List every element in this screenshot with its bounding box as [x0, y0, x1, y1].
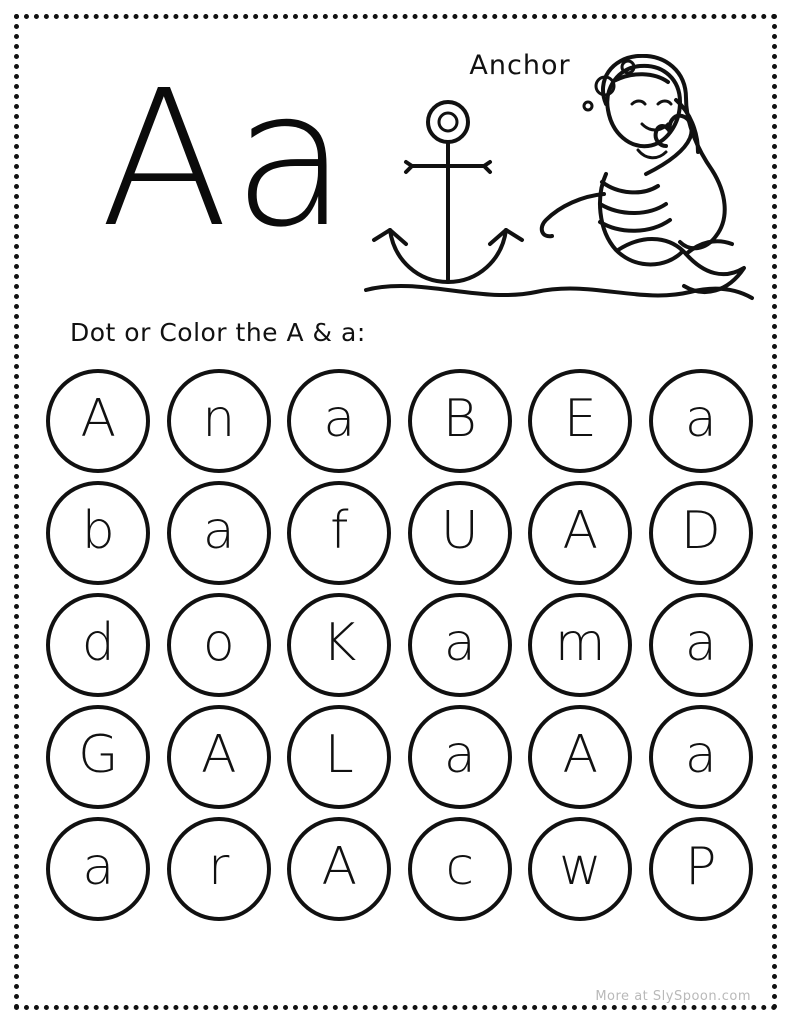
- letter-bubble[interactable]: [408, 817, 512, 921]
- bubble-letter: B: [442, 389, 477, 449]
- letter-bubble[interactable]: [528, 481, 632, 585]
- bubble-letter: n: [202, 389, 236, 449]
- word-title: Anchor: [469, 50, 571, 81]
- bubble-letter: A: [562, 501, 599, 561]
- letter-bubble[interactable]: [408, 593, 512, 697]
- header-illustration: [360, 54, 760, 314]
- bubble-letter: c: [445, 837, 475, 897]
- letter-bubble[interactable]: [408, 705, 512, 809]
- bubble-letter: b: [81, 501, 115, 561]
- bubble-letter: D: [680, 501, 721, 561]
- letter-bubble[interactable]: [649, 817, 753, 921]
- worksheet-content: [30, 24, 761, 1004]
- letter-bubble-grid: [38, 365, 761, 925]
- bubble-letter: a: [443, 613, 476, 673]
- bubble-letter: E: [563, 389, 597, 449]
- letter-bubble[interactable]: [46, 369, 150, 473]
- letter-bubble[interactable]: [167, 593, 271, 697]
- letter-bubble[interactable]: [287, 705, 391, 809]
- letter-bubble[interactable]: [167, 481, 271, 585]
- letter-bubble[interactable]: [649, 481, 753, 585]
- letter-bubble[interactable]: [287, 593, 391, 697]
- bubble-letter: L: [324, 725, 354, 785]
- letter-bubble[interactable]: [287, 481, 391, 585]
- letter-bubble[interactable]: [167, 817, 271, 921]
- letter-bubble[interactable]: [649, 369, 753, 473]
- letter-bubble[interactable]: [649, 593, 753, 697]
- letter-bubble[interactable]: [287, 817, 391, 921]
- letter-bubble[interactable]: [46, 481, 150, 585]
- bubble-letter: w: [558, 837, 602, 897]
- bubble-letter: d: [81, 613, 115, 673]
- letter-bubble[interactable]: [528, 369, 632, 473]
- worksheet-header: [30, 24, 761, 314]
- featured-letter-block: [100, 50, 360, 270]
- bubble-letter: A: [200, 725, 237, 785]
- letter-bubble[interactable]: [528, 593, 632, 697]
- bubble-letter: U: [440, 501, 479, 561]
- letter-bubble[interactable]: [46, 817, 150, 921]
- anchor-icon: [374, 102, 522, 282]
- letter-bubble[interactable]: [408, 481, 512, 585]
- bubble-letter: a: [684, 389, 717, 449]
- bubble-letter: A: [80, 389, 117, 449]
- bubble-letter: A: [321, 837, 358, 897]
- letter-bubble[interactable]: [528, 817, 632, 921]
- letter-bubble[interactable]: [408, 369, 512, 473]
- letter-bubble[interactable]: [287, 369, 391, 473]
- letter-bubble[interactable]: [46, 593, 150, 697]
- bubble-letter: a: [684, 613, 717, 673]
- bubble-letter: P: [685, 837, 717, 897]
- bubble-letter: a: [202, 501, 235, 561]
- mermaid-illustration: [542, 56, 744, 292]
- instruction-text: Dot or Color the A & a:: [70, 318, 366, 347]
- bubble-letter: a: [684, 725, 717, 785]
- bubble-letter: o: [202, 613, 235, 673]
- bubble-letter: a: [82, 837, 115, 897]
- letter-bubble[interactable]: [528, 705, 632, 809]
- letter-bubble[interactable]: [649, 705, 753, 809]
- bubble-letter: f: [330, 501, 349, 561]
- letter-bubble[interactable]: [46, 705, 150, 809]
- footer-credit: More at SlySpoon.com: [595, 989, 751, 1004]
- bubble-letter: a: [323, 389, 356, 449]
- bubble-letter: G: [78, 725, 119, 785]
- bubble-letter: m: [554, 613, 606, 673]
- letter-bubble[interactable]: [167, 369, 271, 473]
- bubble-letter: r: [208, 837, 230, 897]
- bubble-letter: A: [562, 725, 599, 785]
- featured-letter: Aa: [100, 50, 352, 269]
- letter-bubble[interactable]: [167, 705, 271, 809]
- bubble-letter: a: [443, 725, 476, 785]
- bubble-letter: K: [322, 613, 357, 673]
